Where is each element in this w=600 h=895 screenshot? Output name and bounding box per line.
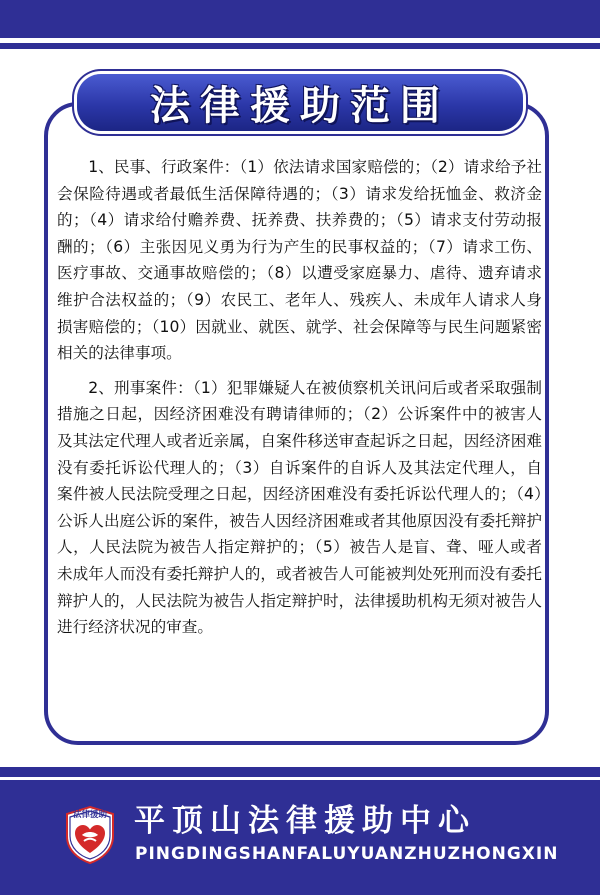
logo-label: 法律援助 [72,810,107,820]
top-band [0,0,600,38]
top-stripe [0,43,600,49]
title-banner [77,74,523,131]
paragraph-civil-cases: 1、民事、行政案件：（1）依法请求国家赔偿的；（2）请求给予社会保险待遇或者最低生活保障待遇的；（3）请求发给抚恤金、救济金的；（4）请求给付赡养费、抚养费、扶养费的；（5）请求支付劳动报酬的；（6）主张因见义勇为行为产生的民事权益的；（7）请求工伤、医疗事故、交通事故赔偿的；（8）以遭受家庭暴力、虐待、遗弃请求维护合法权益的；（9）农民工、老年人、残疾人、未成年人请求人身损害赔偿的；（10）因就业、就医、就学、社会保障等与民生问题紧密相关的法律事项。 [57,158,542,363]
footer-title: 平顶山法律援助中心 [134,803,476,839]
legal-aid-logo [64,805,116,865]
footer [0,767,600,895]
page-title: 法律援助范围 [150,82,450,129]
footer-pinyin: PINGDINGSHANFALUYUANZHUZHONGXIN [135,844,559,864]
content-text [57,154,542,641]
paragraph-criminal-cases: 2、刑事案件：（1）犯罪嫌疑人在被侦察机关讯问后或者采取强制措施之日起，因经济困难没有聘请律师的；（2）公诉案件中的被害人及其法定代理人或者近亲属，自案件移送审查起诉之日起，因经济困难没有委托诉讼代理人的；（3）自诉案件的自诉人及其法定代理人，自案件被人民法院受理之日起，因经济困难没有委托诉讼代理人的；（4）公诉人出庭公诉的案件，被告人因经济困难或者其他原因没有委托辩护人，人民法院为被告人指定辩护的；（5）被告人是盲、聋、哑人或者未成年人而没有委托辩护人的，或者被告人可能被判处死刑而没有委托辩护人的，人民法院为被告人指定辩护时，法律援助机构无须对被告人进行经济状况的审查。 [57,378,542,637]
footer-stripe [0,777,600,780]
paragraph-gap [57,367,542,375]
